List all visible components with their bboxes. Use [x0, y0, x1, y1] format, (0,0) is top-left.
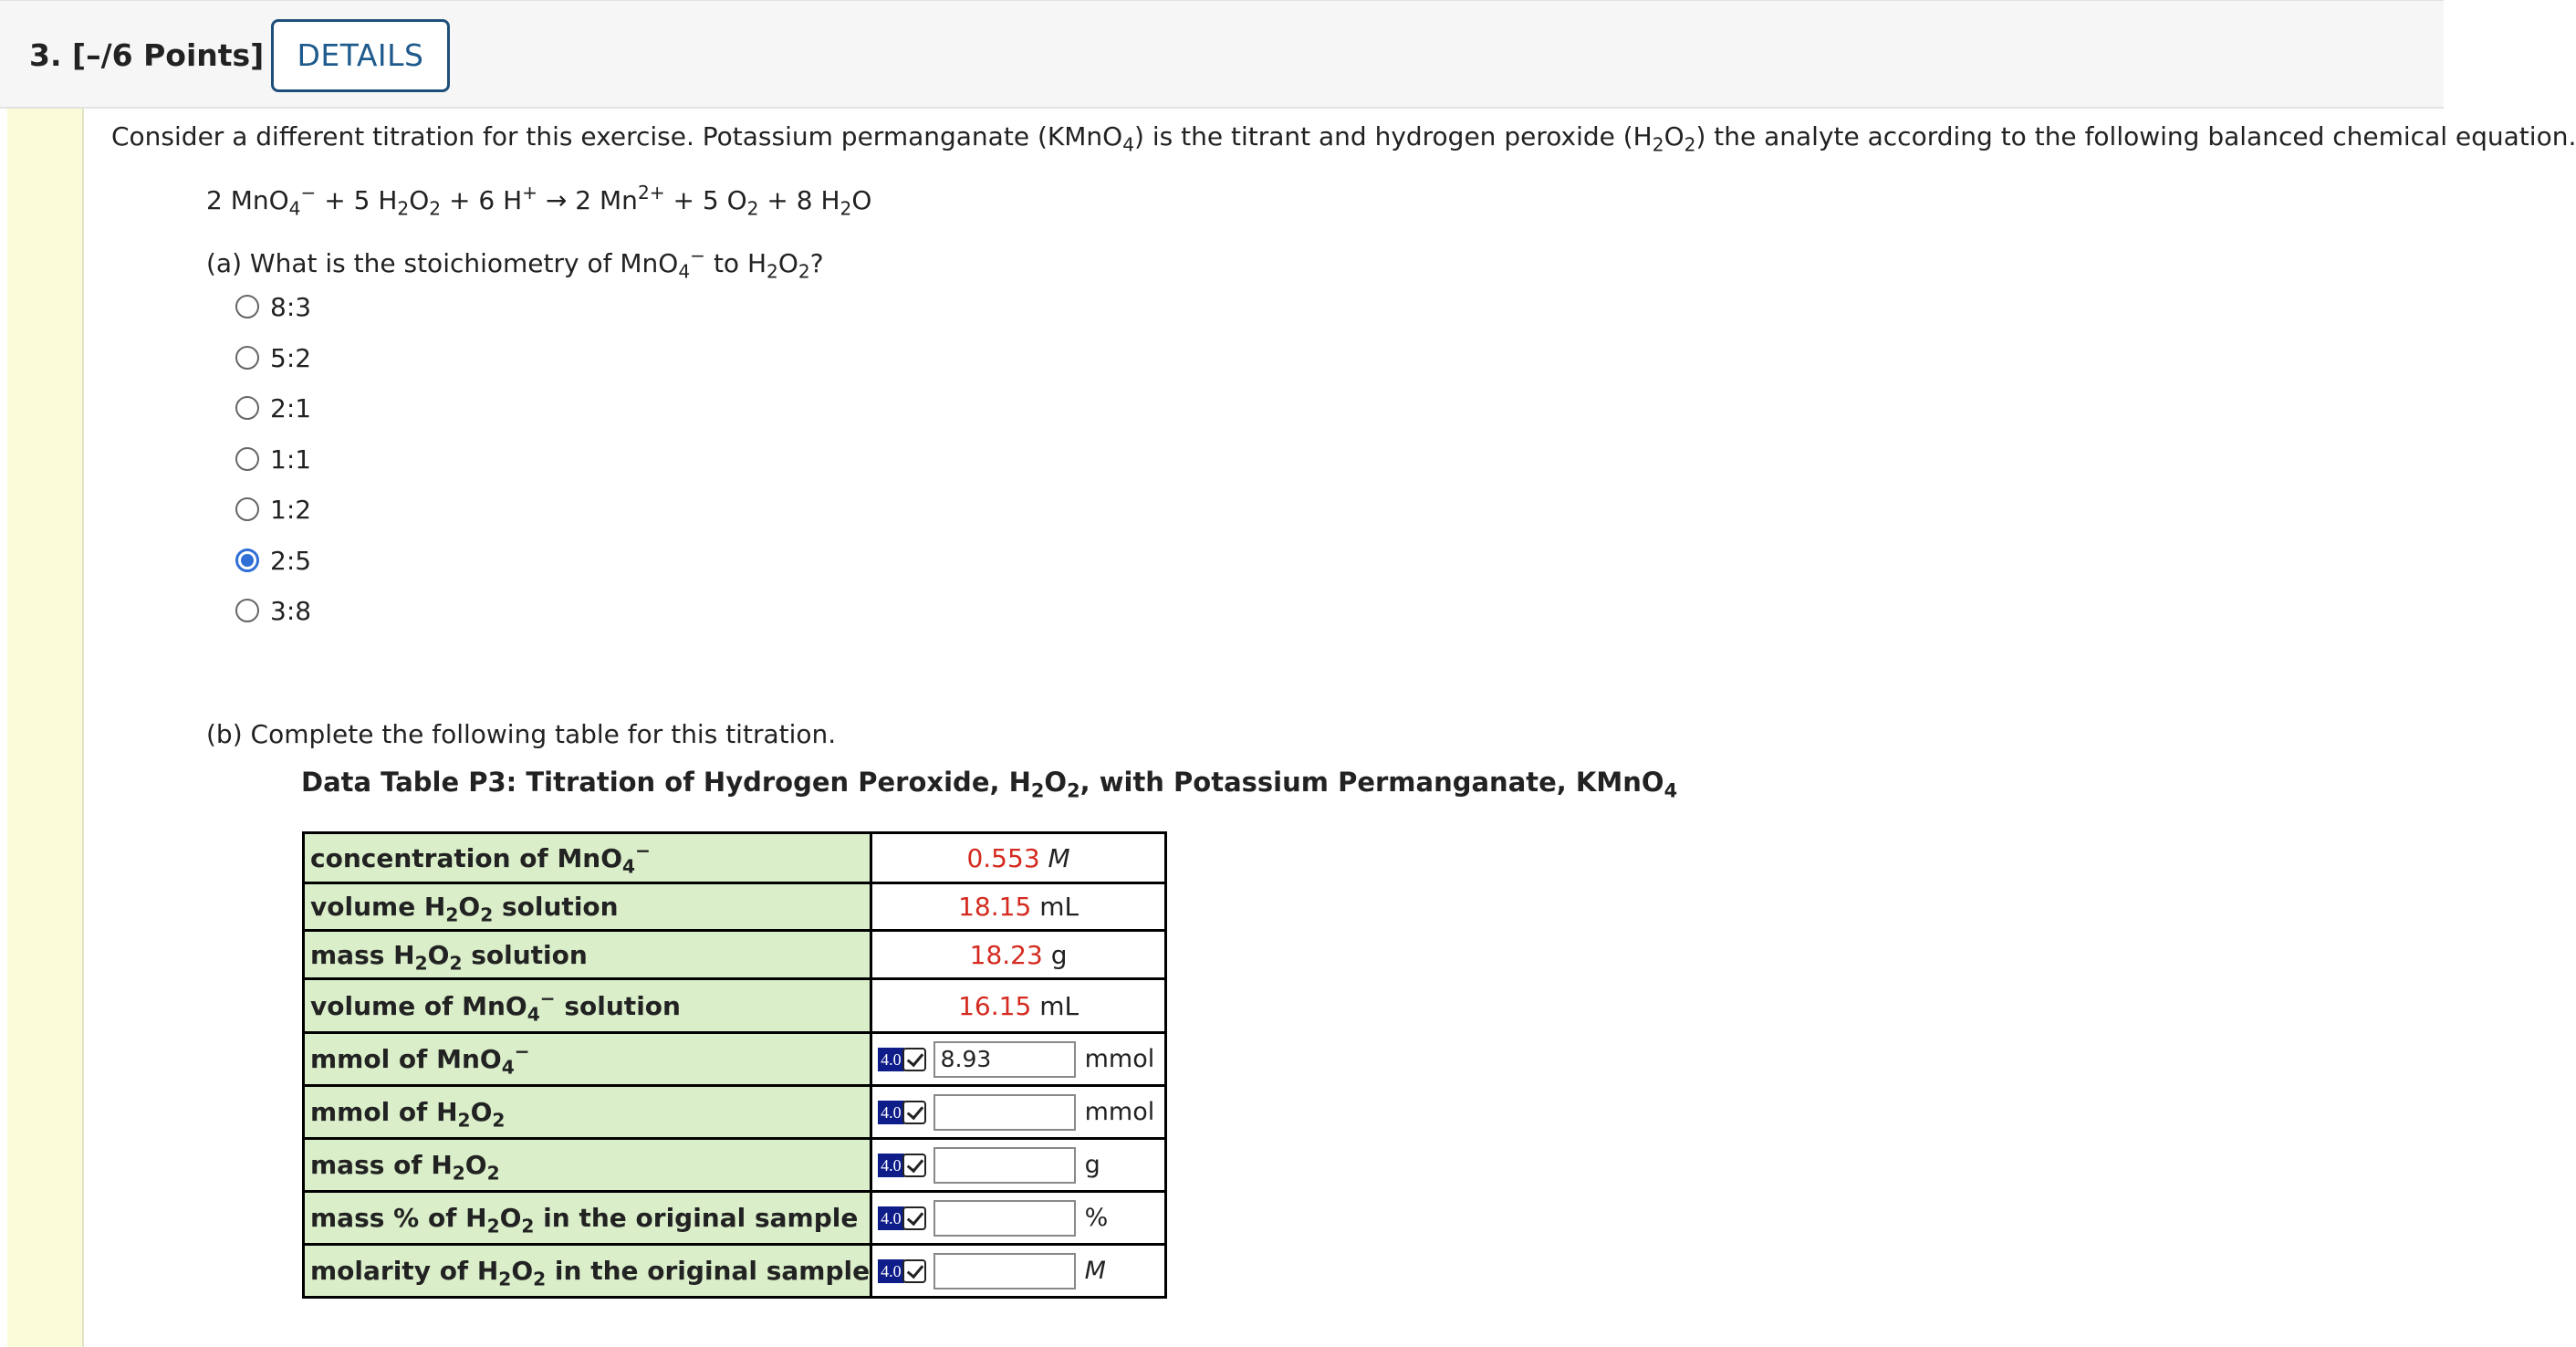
row-label: mass % of $H_2O_2$ in the original sample: [304, 1192, 871, 1245]
mmol-h2o2-input[interactable]: [933, 1094, 1076, 1131]
option-8-3[interactable]: 8:3: [235, 288, 311, 325]
row-label: mass of $H_2O_2$: [304, 1139, 871, 1192]
table-row: [304, 1033, 1166, 1086]
part-b-prompt: (b) Complete the following table for this titration.: [206, 719, 837, 749]
precision-badge[interactable]: 4.0: [878, 1048, 926, 1071]
intro-text: Consider a different titration for this exercise. Potassium permanganate (KMnO$_4$) is the titrant and hydrogen peroxide $(H_2O_2)$ the analyte according to the following balanced chemical equation.: [111, 121, 2576, 156]
precision-badge[interactable]: 4.0: [878, 1259, 926, 1283]
radio-button[interactable]: [235, 346, 259, 370]
data-table-title: Data Table P3: Titration of Hydrogen Peroxide, $H_2O_2$, with Potassium Permanganate, KMnO$_4$: [301, 767, 1678, 802]
option-1-2[interactable]: 1:2: [235, 491, 311, 527]
details-button[interactable]: DETAILS: [271, 19, 450, 92]
row-value: 18.23 g: [871, 931, 1166, 979]
radio-button-selected[interactable]: [235, 548, 259, 572]
table-row: [304, 883, 1166, 931]
table-row: [304, 1245, 1166, 1298]
row-label: volume of MnO$_4$− solution: [304, 979, 871, 1033]
row-value: 18.15 mL: [871, 883, 1166, 931]
mass-h2o2-input[interactable]: [933, 1147, 1076, 1184]
row-label: mass $H_2O_2$ solution: [304, 931, 871, 979]
precision-badge[interactable]: 4.0: [878, 1154, 926, 1177]
row-value: 0.553 M: [871, 833, 1166, 883]
row-value: 16.15 mL: [871, 979, 1166, 1033]
part-a-question: (a) What is the stoichiometry of MnO$_4$− to $H_2O_2$?: [206, 244, 824, 283]
radio-button[interactable]: [235, 396, 259, 420]
row-answer: 4.0 mmol: [871, 1086, 1166, 1139]
check-icon: [902, 1206, 926, 1230]
row-answer: 4.0 8.93 mmol: [871, 1033, 1166, 1086]
option-3-8[interactable]: 3:8: [235, 592, 311, 629]
row-answer: 4.0 g: [871, 1139, 1166, 1192]
radio-button[interactable]: [235, 295, 259, 318]
balanced-equation: 2 MnO$_4$− + 5 $H_2O_2 + 6$ H+ → 2 $Mn^{2+} + 5$ $O_2 + 8$ $H_2O$: [206, 181, 872, 220]
mmol-mno4-input[interactable]: [933, 1041, 1076, 1078]
row-answer: 4.0 M: [871, 1245, 1166, 1298]
row-answer: 4.0 %: [871, 1192, 1166, 1245]
precision-badge[interactable]: 4.0: [878, 1206, 926, 1230]
table-row: [304, 1192, 1166, 1245]
row-label: molarity of $H_2O_2$ in the original sample: [304, 1245, 871, 1298]
question-margin: [7, 109, 84, 1347]
table-row: [304, 1086, 1166, 1139]
molarity-input[interactable]: [933, 1253, 1076, 1290]
check-icon: [902, 1259, 926, 1283]
option-1-1[interactable]: 1:1: [235, 441, 311, 477]
option-2-1[interactable]: 2:1: [235, 390, 311, 426]
check-icon: [902, 1101, 926, 1124]
option-5-2[interactable]: 5:2: [235, 339, 311, 376]
row-label: volume $H_2O_2$ solution: [304, 883, 871, 931]
precision-badge[interactable]: 4.0: [878, 1101, 926, 1124]
table-row: [304, 1139, 1166, 1192]
row-label: mmol of MnO$_4$−: [304, 1033, 871, 1086]
mass-percent-input[interactable]: [933, 1200, 1076, 1237]
radio-button[interactable]: [235, 599, 259, 622]
question-title: 3. [–/6 Points]: [29, 37, 265, 73]
question-header: [0, 0, 2444, 109]
row-label: concentration of MnO$_4$−: [304, 833, 871, 883]
check-icon: [902, 1154, 926, 1177]
data-table: [302, 831, 1167, 1299]
radio-button[interactable]: [235, 497, 259, 521]
table-row: [304, 931, 1166, 979]
table-row: [304, 979, 1166, 1033]
table-row: [304, 833, 1166, 883]
check-icon: [902, 1048, 926, 1071]
radio-button[interactable]: [235, 447, 259, 471]
option-2-5[interactable]: 2:5: [235, 542, 311, 579]
row-label: mmol of $H_2O_2$: [304, 1086, 871, 1139]
